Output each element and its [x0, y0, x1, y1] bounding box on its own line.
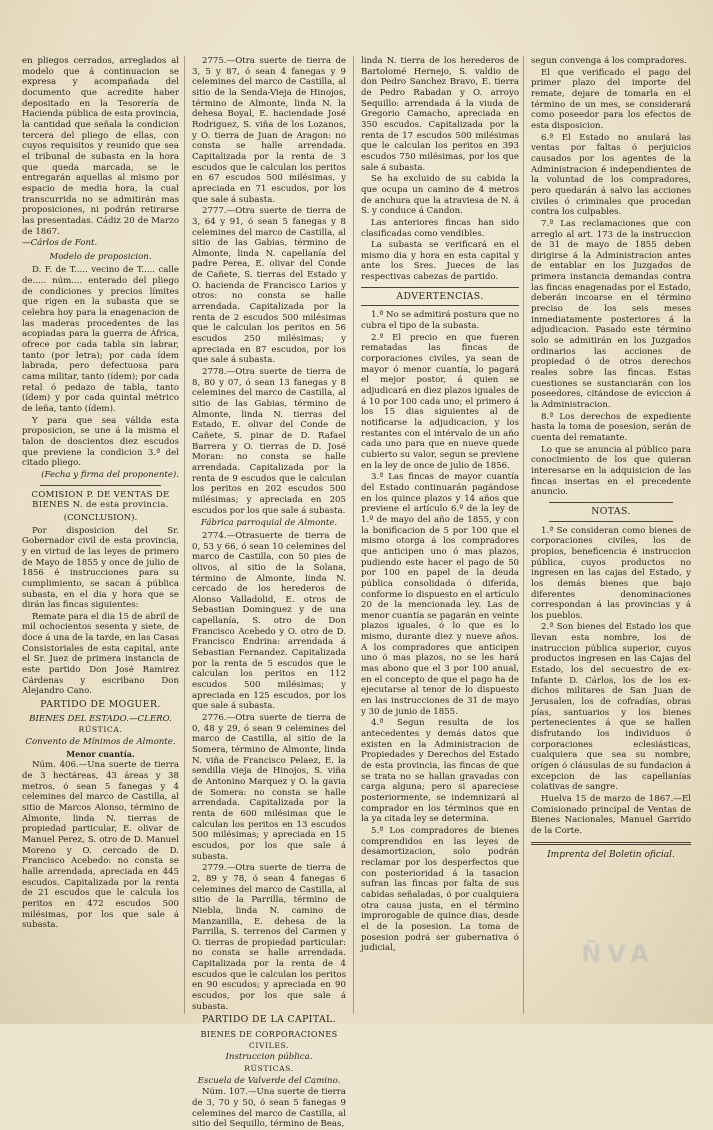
column-rule	[523, 56, 524, 1014]
subheading: Fábrica parroquial de Almonte.	[200, 518, 338, 529]
paragraph: 2774.—Otrasuerte de tierra de 0, 53 y 66, ó sean 10 celemines del marco de Castilla, con 50 pies de olivos, al sitio de la Solana, término de Almonte, linda N. cercado de los herederos de Alonso Valladolid, E. otros de Sebastian Dominguez y de una capellanía, S. otro de Don Francisco Acebedo y O. otro de D. Francisco Endrina: arrendada á Sebastian Fernandez. Capitalizada por la renta de 5 escudos que le calculan los peritos en 112 escudos 500 milésimas; y apreciada en 125 escudos, por los que sale á subasta.	[192, 530, 346, 712]
divider	[549, 521, 673, 522]
paragraph: en pliegos cerrados, arreglados al modelo que á continuacion se expresa y acompañada del documento que acredite haber depositado en la Tesorería de Hacienda pública de esta provincia, la cantidad que señala la condicion tercera del pliego de ellas, con cuyos requisitos y reunido que sea el tribunal de subasta en la hora que queda marcada, se le entregarán aquellas al mismo por espacio de media hora, la cual transcurrida no se admitirán mas proposiciones, ni podrán retirarse las presentadas. Cádiz 20 de Marzo de 1867.	[22, 56, 179, 237]
column-4	[531, 56, 691, 1016]
watermark-stamp: ÑVA	[581, 940, 655, 968]
paragraph: 2778.—Otra suerte de tierra de 8, 80 y 07, ó sean 13 fanegas y 8 celemines del marco de Castilla, al sitio de las Gabias, término de Almonte, linda N. tierras del Estado, E. olivar del Conde de Cañete, S. pinar de D. Rafael Barrera y O. tierras de D. José Moran: no consta se halle arrendada. Capitalizada por la renta de 9 escudos que le calculan los peritos en 202 escudos 500 milésimas; y apreciada en 205 escudos por los que sale á subasta.	[192, 367, 346, 516]
paragraph: Remate para el dia 15 de abril de mil ochocientos sesenta y siete, de doce á una de la tarde, en las Casas Consistoriales de esta capital, ante el Sr. Juez de primera instancia de este partido Don José Ramirez Cárdenas y escribano Don Alejandro Cano.	[22, 611, 179, 697]
paragraph: 2775.—Otra suerte de tierra de 3, 5 y 87, ó sean 4 fanegas y 9 celemines del marco de Castilla, al sitio de la Senda-Vieja de Hinojos, término de Almonte, linda N. la dehesa Boyal, E. haciendade José Rodriguez, S. viña de los Lozanos, y O. tierra de Juan de Aragon: no consta se halle arrendada. Capitalizada por la renta de 3 escudos que le calculan los peritos en 67 escudos 500 milésimas, y apreciada en 71 escudos, por los que sale á subasta.	[192, 56, 346, 205]
section-heading: BIENES DE CORPORACIONES	[200, 1029, 338, 1040]
column-rule	[184, 56, 185, 1014]
section-heading: COMISION P. DE VENTAS DE BIENES N. de esta provincia.	[31, 489, 170, 511]
paragraph: 7.ª Las reclamaciones que con arreglo al art. 173 de la instruccion de 31 de mayo de 1855 deben dirigirse á la Administracion antes de entablar en los Juzgados de primera instancia demandas contra las fincas enagenadas por el Estado, deberán incoarse en el término preciso de los seis meses inmediatamente posteriores á la adjudicacion. Pasado este término solo se admitirán en los Juzgados ordinarios las acciones de propiedad ó de otros derechos reales sobre las fincas. Estas cuestiones se sustanciarán con los poseedores, citándose de eviccion á la Administracion.	[531, 218, 691, 410]
column-3	[361, 56, 519, 1016]
divider	[531, 842, 691, 845]
divider	[361, 287, 519, 288]
paragraph: 1.ª Se consideran como bienes de corporaciones civiles, los de propios, beneficencia é instruccion pública, cuyos productos no ingresen en las cajas del Estado, y los demás bienes que bajo diferentes denominaciones correspondan á las provincias y á los pueblos.	[531, 525, 691, 621]
divider	[549, 502, 673, 503]
subheading: Menor cuantía.	[66, 748, 135, 759]
paragraph: Las anteriores fincas han sido clasificadas como vendibles.	[361, 217, 519, 239]
subheading: Convento de Mínimos de Almonte.	[25, 737, 176, 748]
paragraph: 2.ª El precio en que fueren rematadas las fincas de corporaciones civiles, ya sean de mayor ó menor cuantía, lo pagará el mejor postor, á quien se adjudicará en diez plazos iguales de á 10 por 100 cada uno; el primero á los 15 dias siguientes al de notificarse la adjudicacion, y los restantes con el intérvalo de un año cada uno para que en nueve quede cubierto su valor, segun se previene en la ley de once de julio de 1856.	[361, 332, 519, 471]
section-heading: NOTAS.	[591, 505, 631, 517]
signature: (Fecha y firma del proponente).	[41, 469, 179, 480]
signature-paragraph: Huelva 15 de marzo de 1867.—El Comisionado principal de Ventas de Bienes Nacionales, Manuel Garrido de la Corte.	[531, 793, 691, 836]
paragraph: segun convenga á los compradores.	[531, 56, 687, 66]
paragraph: 1.ª No se admitirá postura que no cubra el tipo de la subasta.	[361, 310, 519, 332]
paragraph: 2776.—Otra suerte de tierra de 0, 48 y 29, ó sean 9 celemines del marco de Castilla, al sitio de la Somera, término de Almonte, linda N. viña de Francisco Pelaez, E. la sendilla vieja de Hinojos, S. viña de Antonino Marquez y O. la gavia de Somera: no consta se halle arrendada. Capitalizada por la renta de 600 milésimas que le calculan los peritos en 13 escudos 500 milésimas; y apreciada en 15 escudos, por los que sale á subasta.	[192, 713, 346, 862]
section-heading: ADVERTENCIAS.	[396, 290, 484, 302]
column-rule	[353, 56, 354, 1014]
subheading: RÚSTICAS.	[244, 1064, 294, 1074]
column-2	[192, 56, 346, 1130]
section-heading: BIENES DEL ESTADO.—CLERO.	[29, 713, 172, 724]
column-1	[22, 56, 179, 1016]
subheading: Instruccion pública.	[225, 1052, 313, 1063]
paragraph: 4.ª Segun resulta de los antecedentes y demás datos que existen en la Administracion de Propiedades y Derechos del Estado de esta provincia, las fincas de que se trata no se hallan gravadas con carga alguna; pero si apareciese posteriormente, se indemnizará al comprador en los términos que en la ya citada ley se determina.	[361, 718, 519, 825]
paragraph: 2779.—Otra suerte de tierra de 2, 89 y 78, ó sean 4 fanegas 6 celemines del marco de Castilla, al sitio de la Parrilla, término de Niebla, linda N. camino de Manzanilla, E. dehesa de la Parrilla, S. terrenos del Carmen y O. tierras de propiedad particular: no consta se halle arrendada. Capitalizada por la renta de 4 escudos que le calculan los peritos en 90 escudos; y apreciada en 90 escudos, por los que sale á subasta.	[192, 863, 346, 1012]
subheading: CIVILES.	[248, 1040, 290, 1050]
divider	[40, 485, 161, 486]
divider	[361, 305, 519, 306]
paragraph: D. F. de T..... vecino de T..... calle de..... núm.... enterado del pliego de condiciones y precios límites que rigen en la subasta que se celebra hoy para la enagenacion de las maderas procedentes de las acopiadas para la guerra de África, ofrece por cada tabla sin labrar, tanto (por letra); por cada ídem labrada, pero defectuosa para cama militar, tanto (ídem); por cada retal ó pedazo de tabla, tanto (ídem) y por cada quintal métrico de leña, tanto (ídem).	[22, 265, 179, 414]
paragraph: El que verificado el pago del primer plazo del importe del remate, dejare de tomarla en el término de un mes, se considerará como poseedor para los efectos de esta disposicion.	[531, 67, 691, 131]
section-heading: PARTIDO DE MOGUER.	[40, 699, 161, 711]
paragraph: linda N. tierra de los herederos de Bartolomé Hernejo, S. valdio de don Pedro Sanchez Bravo, E. tierra de Pedro Rabadan y O. arroyo Sequillo: arrendada á la viuda de Gregorio Camacho, apreciada en 350 escudos. Capitalizada por la renta de 17 escudos 500 milésimas que le calculan los peritos en 393 escudos 750 milésimas, por los que sale á subasta.	[361, 56, 519, 173]
subheading: RÚSTICA.	[78, 725, 123, 735]
section-heading: (CONCLUSION).	[63, 512, 138, 523]
paragraph: Se ha excluido de su cabida la que ocupa un camino de 4 metros de anchura que la atraviesa de N. á S. y conduce á Candon.	[361, 174, 519, 217]
paragraph: Por disposicion del Sr. Gobernador civil de esta provincia, y en virtud de las leyes de primero de Mayo de 1855 y once de julio de 1856 é instrucciones para su cumplimiento, se sacan á pública subasta, en el dia y hora que se dirán las fincas siguientes:	[22, 525, 179, 611]
paragraph: 2.ª Son bienes del Estado los que llevan esta nombre, los de instruccion pública superior, cuyos productos ingresen en las Cajas del Estado, los del secuestro de ex-Infante D. Cárlos, los de los ex-dichos militares de San Juan de Jerusalen, los de cofradías, obras pías, santuarios y los bienes pertenecientes á que se hallen disfrutando los individuos ó corporaciones eclesiásticas, cualquiera que sea su nombre, orígen ó cláusulas de su fundacion á excepcion de las capellanías colativas de sangre.	[531, 622, 691, 793]
paragraph: 6.ª El Estado no anulará las ventas por faltas ó perjuicios causados por los agentes de la Administracion é independientes de la voluntad de los compradores, pero quedarán á salvo las acciones civiles ó criminales que procedan contra los culpables.	[531, 132, 691, 218]
paragraph: 3.ª Las fincas de mayor cuantía del Estado continuarán pagándose en los quince plazos y 14 años que previene el artículo 6.º de la ley de 1.º de mayo del año de 1855, y con la bonificacion de 5 por 100 que el mismo otorga á los compradores que anticipen uno ó mas plazos, pudiendo este hacer el pago de 50 por 100 en papel de la deuda pública consolidada ó diferida, conforme lo dispuesto en el artículo 20 de la mencionada ley. Las de menor cuantía se pagarán en veinte plazos iguales, ó lo que es lo mismo, durante diez y nueve años. A los compradores que anticipen uno ó mas plazos, no se les hará mas abono que el 3 por 100 anual, en el concepto de que el pago ha de ejecutarse al tenor de lo dispuesto en las instrucciones de 31 de mayo y 30 de junio de 1855.	[361, 472, 519, 717]
paragraph: Y para que sea válida esta proposicion, se une á la misma el talon de doscientos diez escudos que previene la condicion 3.ª del citado pliego.	[22, 415, 179, 469]
paragraph: 5.ª Los compradores de bienes comprendidos en las leyes de desamortizacion, solo podrán reclamar por los desperfectos que con posterioridad á la tasacion sufran las fincas por falta de sus cabidas señaladas, ó por cualquiera otra causa justa, en el término improrogable de quince dias, desde el de la posesion. La toma de posesion podrá ser gubernativa ó judicial,	[361, 825, 519, 954]
paragraph: Núm. 406.—Una suerte de tierra de 3 hectáreas, 43 áreas y 38 metros, ó sean 5 fanegas y 4 celemines del marco de Castilla, al sitio de Marcos Alonso, término de Almonte, linda N. tierras de propiedad particular, E. olivar de Manuel Perez, S. otro de D. Manuel Moreno y O. cercado de D. Francisco Acebedo: no consta se halle arrendada, apreciada en 445 escudos. Capitalizada por la renta de 21 escudos que le calcula los peritos en 472 escudos 500 milésimas, por los que sale á subasta.	[22, 760, 179, 931]
paragraph: 8.ª Los derechos de expediente hasta la toma de posesion, serán de cuenta del rematante.	[531, 411, 691, 443]
section-heading: PARTIDO DE LA CAPITAL.	[202, 1014, 336, 1026]
printer-imprint: Imprenta del Boletin oficial.	[547, 849, 675, 860]
paragraph: Núm. 107.—Una suerte de tierra de 3, 70 y 50, ó sean 5 fanegas 9 celemines del marco de Castilla, al sitio del Sequillo, término de Beas,	[192, 1087, 346, 1130]
paragraph: 2777.—Otra suerte de tierra de 3, 64 y 91, ó sean 5 fanegas y 8 celemines del marco de Castilla, al sitio de las Gabias, término de Almonte, linda N. capellanía del padre Perea, E. olivar del Conde de Cañete, S. tierras del Estado y O. hacienda de Francisco Larios y otros: no consta se halle arrendada. Capitalizada por la renta de 2 escudos 500 milésimas que le calculan los peritos en 56 escudos 250 milésimas; y apreciada en 87 escudos, por los que sale á subasta.	[192, 206, 346, 366]
section-title: Modelo de proposicion.	[49, 251, 152, 262]
subheading: Escuela de Valverde del Camino.	[197, 1075, 341, 1086]
signature: —Cárlos de Font.	[22, 238, 98, 249]
paragraph: Lo que se anuncia al público para conocimiento de los que quieran interesarse en la adquisicion de las fincas insertas en el precedente anuncio.	[531, 444, 691, 498]
paragraph: La subasta se verificará en el mismo dia y hora en esta capital y ante los Sres. Jueces de las respectivas cabezas de partido.	[361, 240, 519, 283]
